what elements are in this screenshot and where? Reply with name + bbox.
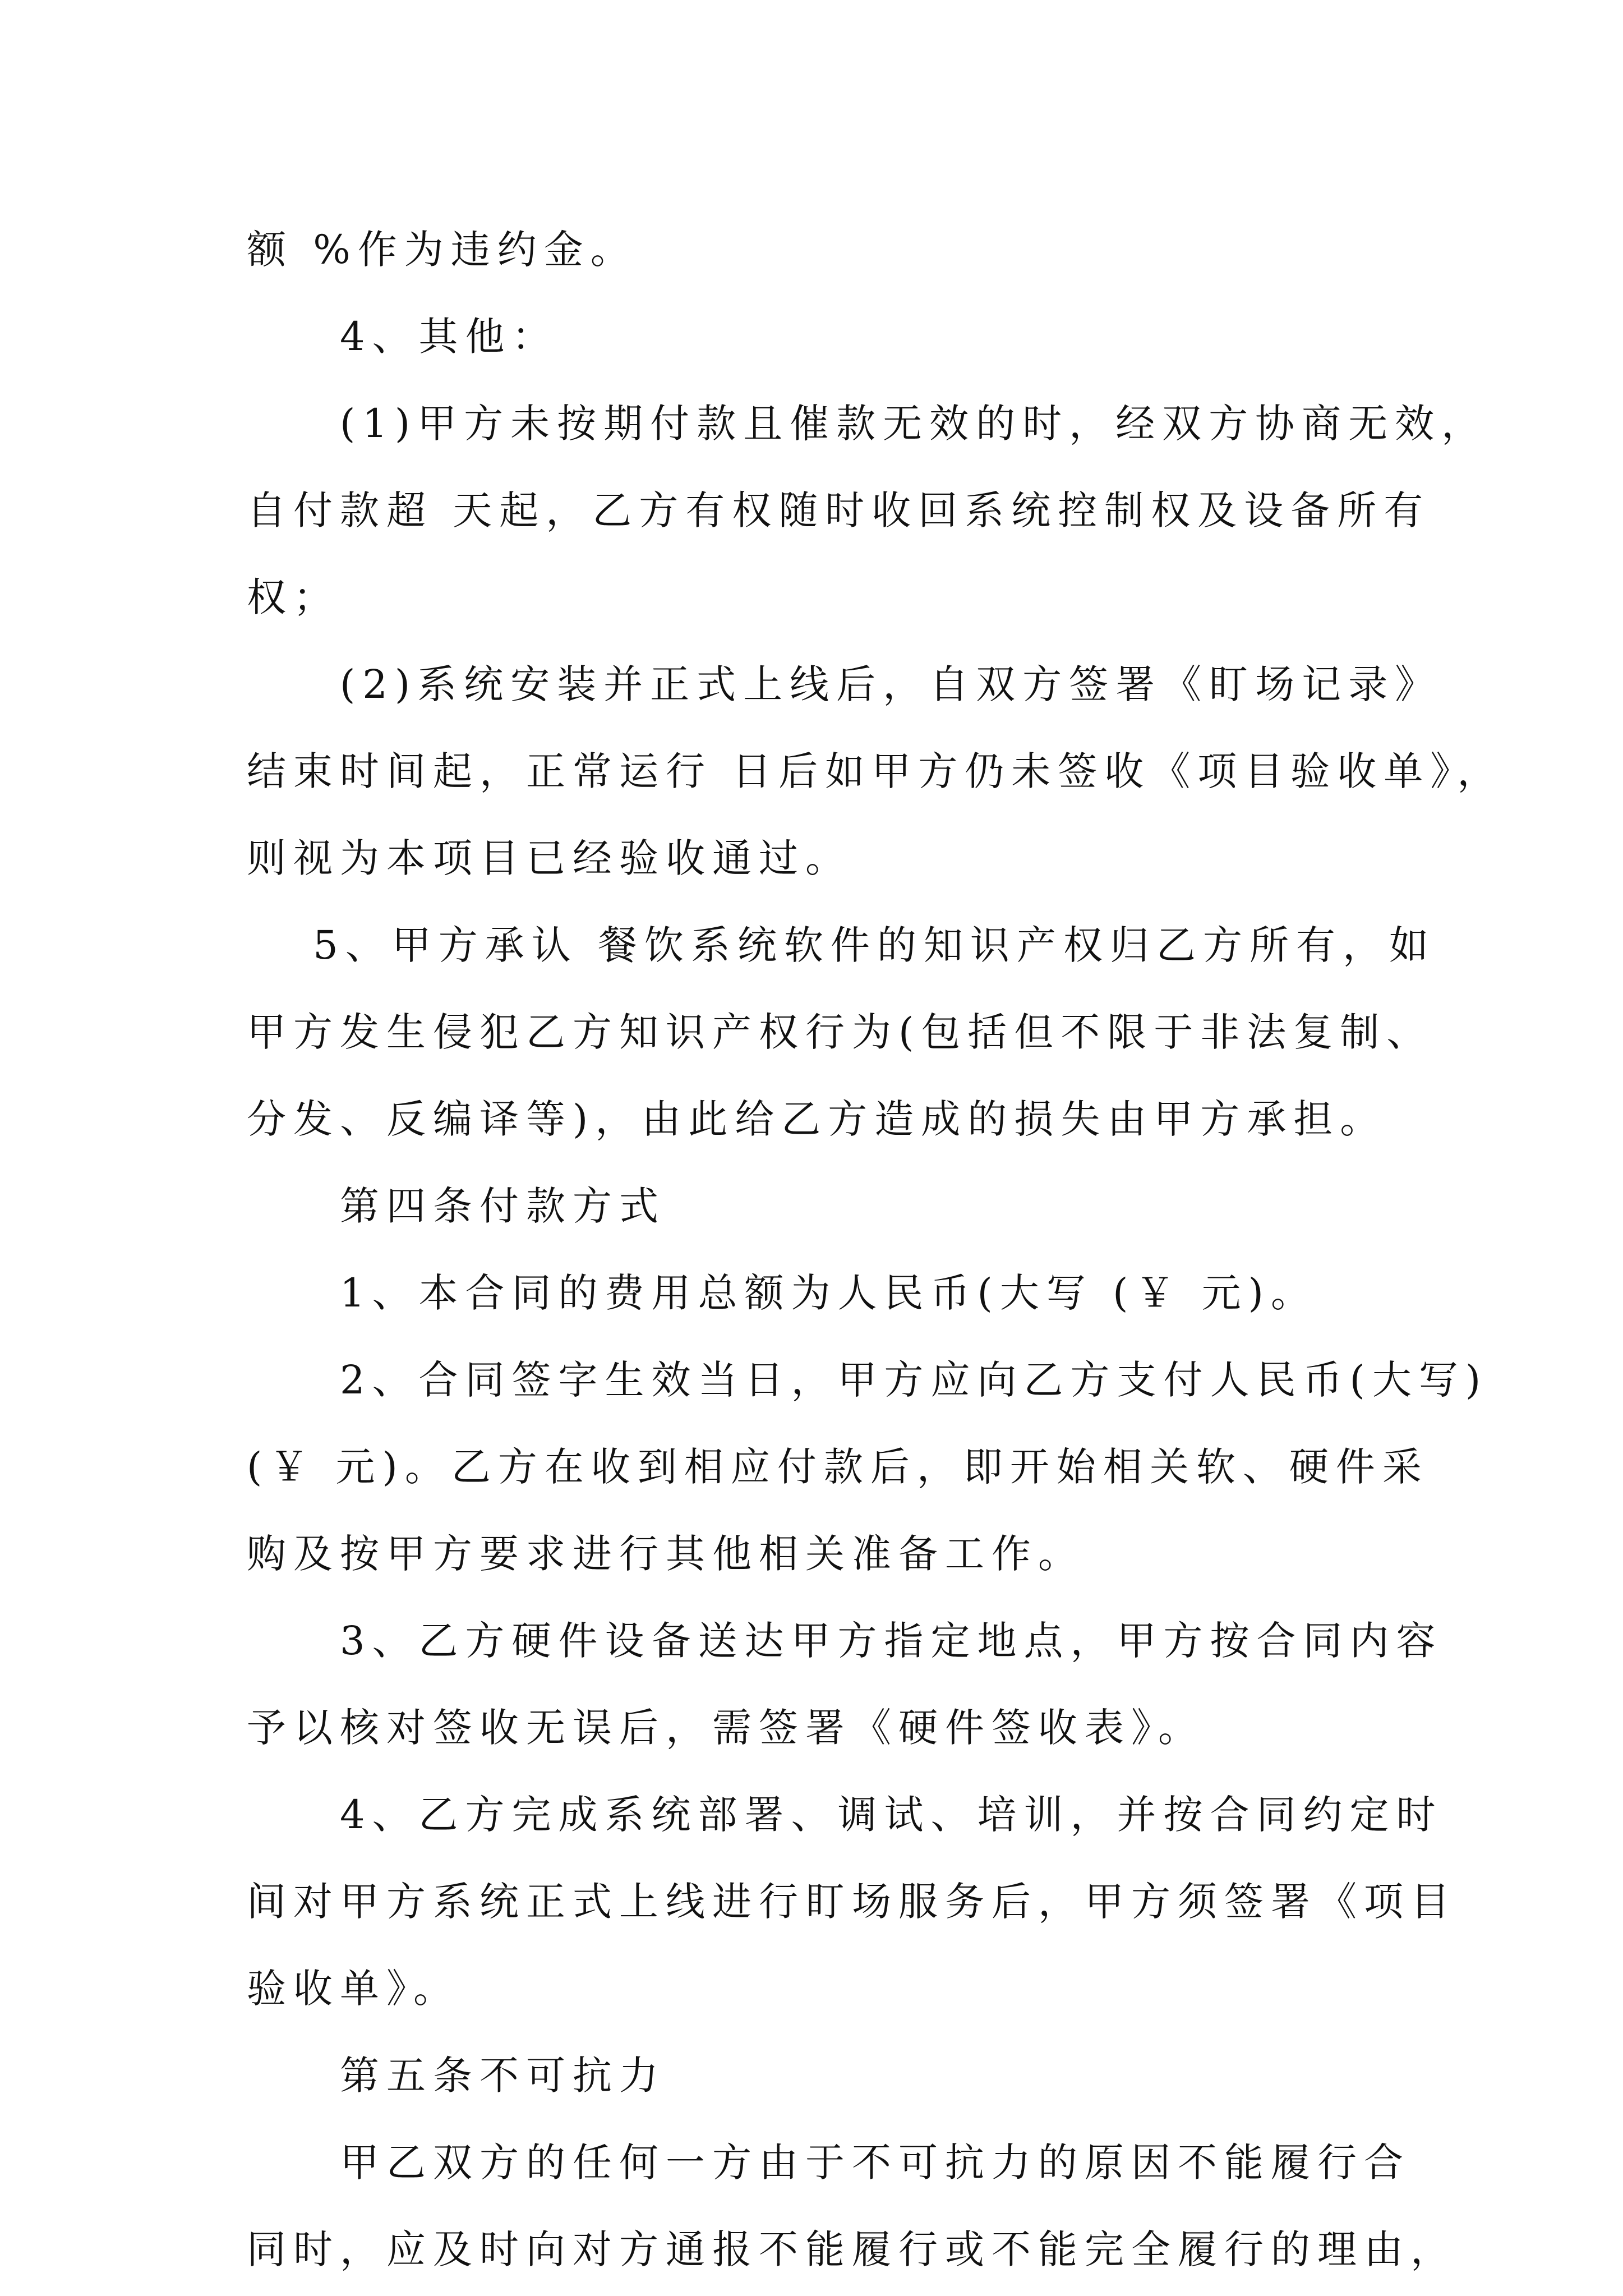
paragraph-clause-5-ip [247, 902, 1436, 1163]
heading-line: 第五条不可抗力 [247, 2053, 666, 2099]
text-line: 间对甲方系统正式上线进行盯场服务后，甲方须签署《项目 [247, 1879, 1457, 1925]
text-line: 2、合同签字生效当日，甲方应向乙方支付人民币(大写) [247, 1357, 1488, 1403]
text-line: 1、本合同的费用总额为人民币(大写 (￥ 元)。 [247, 1270, 1317, 1316]
text-line: 予以核对签收无误后，需签署《硬件签收表》。 [247, 1705, 1205, 1751]
text-line: (1)甲方未按期付款且催款无效的时，经双方协商无效， [247, 401, 1488, 447]
text-line: 自付款超 天起，乙方有权随时收回系统控制权及设备所有 [247, 487, 1431, 533]
text-line: 分发、反编译等)，由此给乙方造成的损失由甲方承担。 [247, 1096, 1387, 1142]
paragraph-clause-4-2 [247, 641, 1504, 902]
heading-line: 第四条付款方式 [247, 1183, 666, 1229]
paragraph-clause-4-other [247, 293, 1403, 380]
text-line: 验收单》。 [247, 1966, 460, 2012]
text-line: 权； [247, 574, 340, 620]
article-4-heading [247, 1163, 1403, 1250]
paragraph-payment-1 [247, 1250, 1403, 1337]
text-line: 甲乙双方的任何一方由于不可抗力的原因不能履行合 [247, 2139, 1410, 2185]
text-line: 额 %作为违约金。 [247, 227, 637, 273]
text-line: 4、乙方完成系统部署、调试、培训，并按合同约定时 [247, 1792, 1443, 1838]
paragraph-payment-2 [247, 1337, 1488, 1598]
text-line: (￥ 元)。乙方在收到相应付款后，即开始相关软、硬件采 [247, 1444, 1429, 1490]
text-line: (2)系统安装并正式上线后，自双方签署《盯场记录》 [247, 661, 1442, 707]
text-line: 4、其他： [247, 314, 559, 360]
paragraph-payment-4 [247, 1772, 1457, 2032]
text-line: 购及按甲方要求进行其他相关准备工作。 [247, 1531, 1085, 1577]
contract-body [247, 206, 1504, 2293]
text-line: 同时，应及时向对方通报不能履行或不能完全履行的理由， [247, 2226, 1457, 2272]
article-5-heading [247, 2032, 1403, 2119]
paragraph-clause-4-1 [247, 380, 1488, 641]
text-line: 则视为本项目已经验收通过。 [247, 835, 852, 881]
text-line: 结束时间起，正常运行 日后如甲方仍未签收《项目验收单》， [247, 748, 1504, 794]
text-line: 甲方发生侵犯乙方知识产权行为(包括但不限于非法复制、 [247, 1009, 1433, 1055]
paragraph-penalty-tail [247, 206, 1403, 293]
paragraph-payment-3 [247, 1598, 1443, 1772]
text-line: 3、乙方硬件设备送达甲方指定地点，甲方按合同内容 [247, 1618, 1443, 1664]
text-line: 5、甲方承认 餐饮系统软件的知识产权归乙方所有，如 [247, 922, 1436, 968]
paragraph-force-majeure [247, 2119, 1457, 2293]
